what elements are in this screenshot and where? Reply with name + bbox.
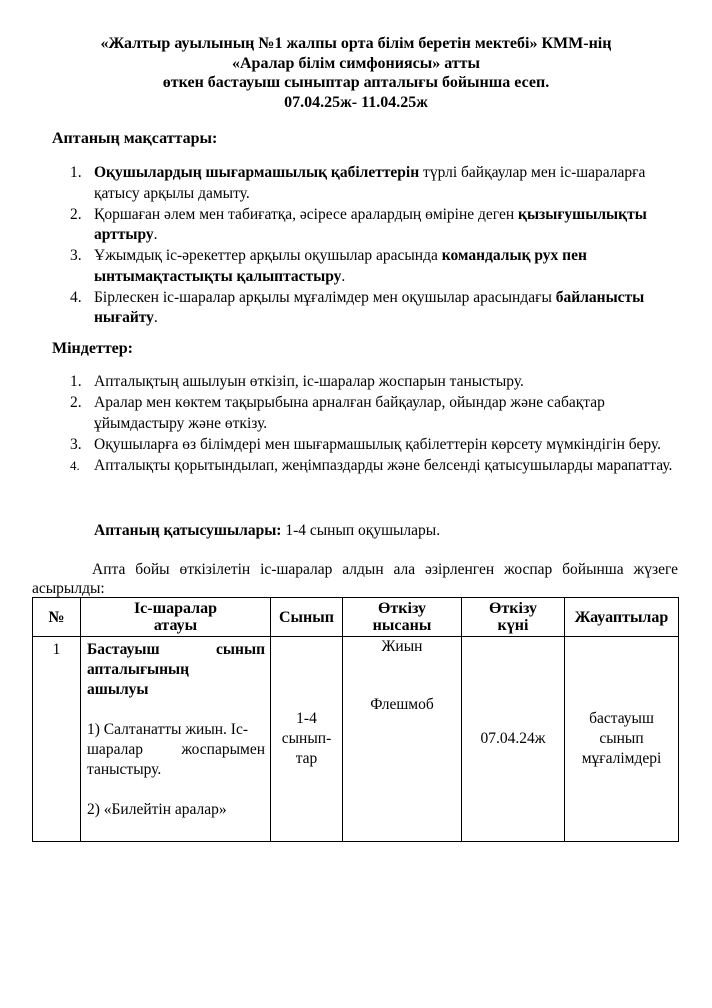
participants-value: 1-4 сынып оқушылары. [281, 522, 441, 539]
responsible-line: бастауыш [589, 710, 654, 727]
task-item [52, 393, 676, 434]
goal-number: 1. [70, 164, 82, 181]
task-number: 4. [70, 457, 80, 473]
goal-item [52, 288, 676, 329]
title-line-2: «Аралар білім симфониясы» атты [231, 54, 480, 72]
goal-number: 2. [70, 205, 82, 223]
cell-class [271, 637, 343, 842]
goal-bold-text: байланысты нығайту [94, 288, 645, 326]
task-number: 2. [70, 394, 82, 411]
col-header-date [462, 598, 565, 637]
participants-label: Аптаның қатысушылары: [94, 522, 282, 539]
activity-item-line: 2) «Билейтін аралар» [87, 801, 227, 818]
goal-item [52, 163, 676, 204]
goals-heading: Аптаның мақсаттары: [52, 130, 218, 147]
class-line: 1-4 [296, 710, 317, 727]
tasks-list [52, 372, 676, 477]
goal-text: Қоршаған әлем мен табиғатқа, әсіресе аралардың өміріне деген [94, 205, 519, 223]
table-header-row [33, 598, 679, 637]
cell-num: 1 [33, 637, 81, 842]
goal-text-end: . [153, 226, 158, 243]
activities-table [32, 597, 679, 842]
table-row [33, 637, 679, 842]
activity-title-line: апталығының [87, 661, 190, 678]
header-activity-line2: атауы [153, 617, 198, 634]
cell-form [343, 637, 462, 842]
header-date-line2: күні [497, 617, 529, 634]
goal-text: Ұжымдық іс-әрекеттер арқылы оқушылар арасында [94, 247, 442, 264]
goal-text: Бірлескен іс-шаралар арқылы мұғалімдер мен оқушылар арасындағы [94, 288, 556, 306]
activity-item-line: шаралар жоспарымен [87, 741, 265, 758]
goal-bold-text: Оқушылардың шығармашылық қабілеттерін [94, 164, 420, 181]
cell-date: 07.04.24ж [462, 637, 565, 842]
tasks-heading: Міндеттер: [52, 340, 134, 357]
title-line-3: өткен бастауыш сыныптар апталығы бойынша есеп. [162, 74, 550, 91]
goal-number: 3. [70, 247, 82, 264]
title-line-4: 07.04.25ж- 11.04.25ж [284, 93, 428, 111]
class-line: тар [295, 750, 318, 767]
activity-item-line: 1) Салтанатты жиын. Іс- [87, 721, 248, 738]
header-class-text: Сынып [279, 608, 334, 626]
activity-title-line: ашылуы [87, 681, 149, 698]
responsible-line: сынып [599, 730, 644, 747]
goal-text: түрлі байқаулар мен іс-шараларға қатысу арқылы дамыту. [94, 164, 646, 202]
header-date-line1: Өткізу [488, 600, 538, 617]
activity-item-line: таныстыру. [87, 761, 162, 778]
cell-responsible [565, 637, 679, 842]
task-item [52, 456, 676, 477]
responsible-line: мұғалімдері [581, 750, 662, 767]
task-number: 1. [70, 373, 82, 390]
cell-activity [81, 637, 271, 842]
header-activity-line1: Іс-шаралар [133, 600, 218, 617]
col-header-activity [81, 598, 271, 637]
goal-text-end: . [153, 309, 158, 326]
goal-item [52, 205, 676, 246]
task-number: 3. [70, 435, 82, 453]
col-header-form [343, 598, 462, 637]
form-line: Жиын [381, 638, 423, 655]
task-text: Апталықты қорытындылап, жеңімпаздарды және белсенді қатысушыларды марапаттау. [94, 456, 673, 474]
goal-item [52, 246, 676, 287]
goal-bold-text: қызығушылықты арттыру [94, 205, 647, 243]
activity-title-line: Бастауыш сынып [87, 641, 265, 658]
header-form-line1: Өткізу [377, 600, 427, 617]
header-form-line2: нысаны [372, 617, 432, 634]
form-line: Флешмоб [370, 696, 434, 713]
goal-bold-text: командалық рух пен ынтымақтастықты қалыптастыру [94, 247, 587, 285]
class-line: сынып- [281, 730, 332, 747]
intro-paragraph: Апта бойы өткізілетін іс-шаралар алдын ала әзірленген жоспар бойынша жүзеге асырылды: [32, 561, 678, 597]
report-title [40, 34, 672, 112]
task-text: Оқушыларға өз білімдері мен шығармашылық қабілеттерін көрсету мүмкіндігін беру. [94, 435, 661, 453]
header-responsible-text: Жауаптылар [574, 608, 669, 626]
task-item [52, 372, 676, 393]
col-header-class [271, 598, 343, 637]
task-item [52, 435, 676, 456]
goal-text-end: . [341, 267, 346, 285]
participants-line [94, 522, 440, 540]
title-line-1: «Жалтыр ауылының №1 жалпы орта білім беретін мектебі» КММ-нің [100, 35, 612, 52]
header-num-text: № [48, 608, 65, 626]
col-header-responsible [565, 598, 679, 637]
goals-list [52, 163, 676, 329]
task-text: Апталықтың ашылуын өткізіп, іс-шаралар жоспарын таныстыру. [94, 373, 524, 390]
task-text: Аралар мен көктем тақырыбына арналған байқаулар, ойындар және сабақтар ұйымдастыру және өткізу. [94, 394, 605, 432]
goal-number: 4. [70, 288, 82, 306]
col-header-num [33, 598, 81, 637]
